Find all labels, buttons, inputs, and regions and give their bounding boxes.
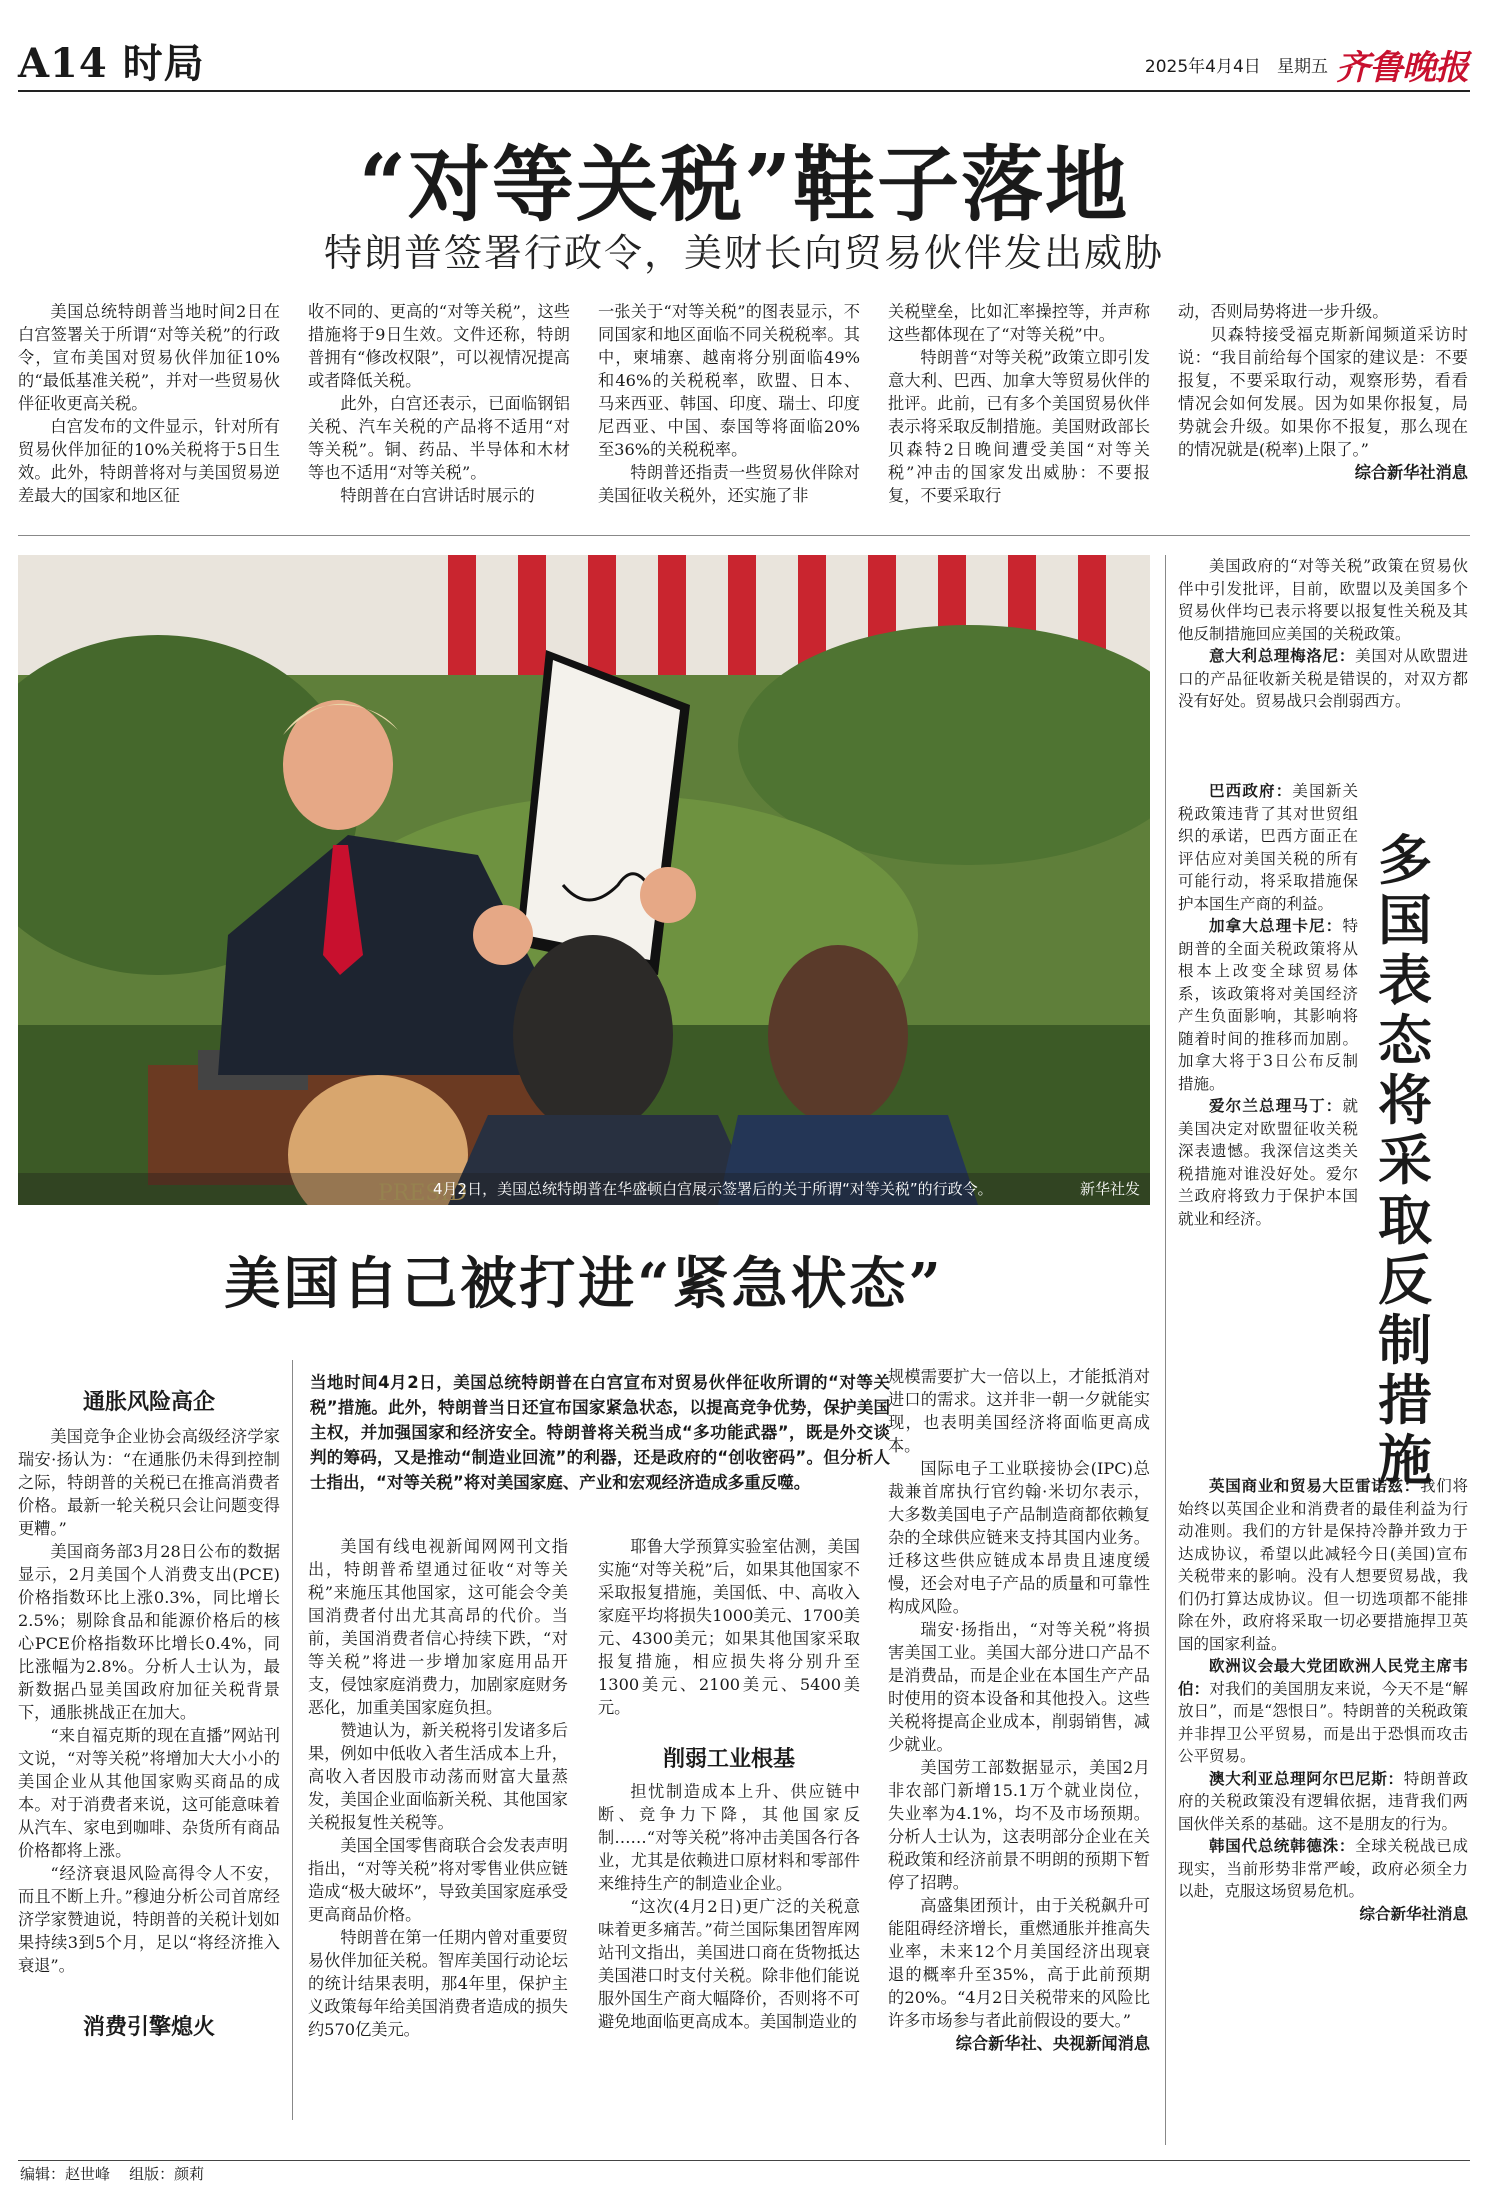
main-subheadline: 特朗普签署行政令，美财长向贸易伙伴发出威胁 <box>323 231 1164 275</box>
second-col-3: 耶鲁大学预算实验室估测，美国实施“对等关税”后，如果其他国家不采取报复措施，美国低、中、高收入家庭平均将损失1000美元、1700美元、4300美元；如果其他国家采取报复措施，相应损失将分别升至1300美元、2100美元、5400美元。 <box>598 1537 860 1717</box>
main-col-5: 动，否则局势将进一步升级。 贝森特接受福克斯新闻频道采访时说：“我目前给每个国家的建议是：不要报复，不要采取行动，观察形势，看看情况会如何发展。因为如果你报复，局势就会升级。如果你不报复，那么现在的情况就是(税率)上限了。” 综合新华社消息 <box>1178 302 1468 482</box>
footer-rule <box>18 2160 1470 2161</box>
subhead-industry: 削弱工业根基 <box>662 1747 795 1772</box>
newspaper-logo: 齐鲁晚报 <box>1336 48 1468 88</box>
main-col-1: 美国总统特朗普当地时间2日在白宫签署关于所谓“对等关税”的行政令，宣布美国对贸易伙伴加征10%的“最低基准关税”，并对一些贸易伙伴征收更高关税。 白宫发布的文件显示，针对所有贸易伙伴加征的10%关税将于5日生效。此外，特朗普将对与美国贸易逆差最大的国家和地区征 <box>18 302 280 505</box>
header-rule <box>18 90 1470 92</box>
subhead-consumption: 消费引擎熄火 <box>82 2015 215 2040</box>
second-headline: 美国自己被打进“紧急状态” <box>224 1251 944 1317</box>
photo-caption: 4月2日，美国总统特朗普在华盛顿白宫展示签署后的关于所谓“对等关税”的行政令。 <box>433 1180 993 1198</box>
column-rule <box>292 1360 293 2120</box>
page-number: A14 时局 <box>18 40 205 87</box>
main-col-4: 关税壁垒，比如汇率操控等，并声称这些都体现在了“对等关税”中。 特朗普“对等关税”政策立即引发意大利、巴西、加拿大等贸易伙伴的批评。此前，已有多个美国贸易伙伴表示将采取反制措施。美国财政部长贝森特2日晚间遭受美国“对等关税”冲击的国家发出威胁：不要报复，不要采取行 <box>888 302 1150 505</box>
photo-illustration <box>18 555 1150 1205</box>
second-lede: 当地时间4月2日，美国总统特朗普在白宫宣布对贸易伙伴征收所谓的“对等关税”措施。此外，特朗普当日还宣布国家紧急状态，以提高竞争优势，保护美国主权，并加强国家和经济安全。特朗普将关税当成“多功能武器”，既是外交谈判的筹码，又是推动“制造业回流”的利器，还是政府的“创收密码”。但分析人士指出，“对等关税”将对美国家庭、产业和宏观经济造成多重反噬。 <box>310 1373 890 1492</box>
main-headline: “对等关税”鞋子落地 <box>358 137 1130 233</box>
sidebar-body-bottom: 英国商业和贸易大臣雷诺兹：我们将始终以英国企业和消费者的最佳利益为行动准则。我们的方针是保持冷静并致力于达成协议，希望以此减轻今日(美国)宣布关税带来的影响。没有人想要贸易战，我们仍打算达成协议。但一切选项都不能排除在外，政府将采取一切必要措施捍卫英国的国家利益。 欧洲议会最大党团欧洲人民党主席韦伯：对我们的美国朋友来说，今天不是“解放日”，而是“怨恨日”。特朗普的关税政策并非捍卫公平贸易，而是出于恐惧而攻击公平贸易。 澳大利亚总理阿尔巴尼斯：特朗普政府的关税政策没有逻辑依据，违背我们两国伙伴关系的基础。这不是朋友的行为。 韩国代总统韩德洙：全球关税战已成现实，当前形势非常严峻，政府必须全力以赴，克服这场贸易危机。 综合新华社消息 <box>1178 1475 1468 1925</box>
news-photo <box>18 555 1150 1205</box>
divider <box>18 535 1470 536</box>
second-col-3b: 担忧制造成本上升、供应链中断、竞争力下降，其他国家反制……“对等关税”将冲击美国各行各业，尤其是依赖进口原材料和零部件来维持生产的制造业企业。 “这次(4月2日)更广泛的关税意味着更多痛苦。”荷兰国际集团智库网站刊文指出，美国进口商在货物抵达美国港口时支付关税。除非他们能说服外国生产商大幅降价，否则将不可避免地面临更高成本。美国制造业的 <box>598 1782 860 2031</box>
main-col-2: 收不同的、更高的“对等关税”，这些措施将于9日生效。文件还称，特朗普拥有“修改权限”，可以视情况提高或者降低关税。 此外，白宫还表示，已面临钢铝关税、汽车关税的产品将不适用“对等关税”。铜、药品、半导体和木材等也不适用“对等关税”。 特朗普在白宫讲话时展示的 <box>308 302 570 505</box>
issue-date: 2025年4月4日 星期五 <box>1144 57 1328 77</box>
podium-seal-text: PRESID <box>378 1181 467 1205</box>
photo-caption-bar <box>18 1173 1150 1205</box>
second-source: 综合新华社、央视新闻消息 <box>955 2034 1150 2053</box>
second-col-2: 美国有线电视新闻网网刊文指出，特朗普希望通过征收“对等关税”来施压其他国家，这可能会令美国消费者付出尤其高昂的代价。当前，美国消费者信心持续下跌，“对等关税”将进一步增加家庭用品开支，侵蚀家庭消费力，加剧家庭财务恶化，加重美国家庭负担。 赞迪认为，新关税将引发诸多后果，例如中低收入者生活成本上升，高收入者因股市动荡而财富大量蒸发，美国企业面临新关税、其他国家关税报复性关税等。 美国全国零售商联合会发表声明指出，“对等关税”将对零售业供应链造成“极大破坏”，导致美国家庭承受更高商品价格。 特朗普在第一任期内曾对重要贸易伙伴加征关税。智库美国行动论坛的统计结果表明，那4年里，保护主义政策每年给美国消费者造成的损失约570亿美元。 <box>308 1537 568 2039</box>
sidebar-rule <box>1165 555 1166 2145</box>
main-source: 综合新华社消息 <box>1354 463 1468 482</box>
sidebar-headline: 多国表态将采取反制措施 <box>1378 828 1432 1492</box>
sidebar-body-top: 美国政府的“对等关税”政策在贸易伙伴中引发批评，目前，欧盟以及美国多个贸易伙伴均已表示将要以报复性关税及其他反制措施回应美国的关税政策。 意大利总理梅洛尼：美国对从欧盟进口的产品征收新关税是错误的，对双方都没有好处。贸易战只会削弱西方。 <box>1178 557 1468 710</box>
main-col-3: 一张关于“对等关税”的图表显示，不同国家和地区面临不同关税税率。其中，柬埔寨、越南将分别面临49%和46%的关税税率，欧盟、日本、马来西亚、韩国、印度、瑞士、印度尼西亚、中国、泰国等将面临20%至36%的关税税率。 特朗普还指责一些贸易伙伴除对美国征收关税外，还实施了非 <box>598 302 860 505</box>
footer-credits: 编辑：赵世峰 组版：颜莉 <box>20 2165 205 2183</box>
second-col-1: 美国竞争企业协会高级经济学家瑞安·扬认为：“在通胀仍未得到控制之际，特朗普的关税已在推高消费者价格。最新一轮关税只会让问题变得更糟。” 美国商务部3月28日公布的数据显示，2月美国个人消费支出(PCE)价格指数环比上涨0.3%，同比增长2.5%；剔除食品和能源价格后的核心PCE价格指数环比增长0.4%，同比涨幅为2.8%。分析人士认为，最新数据凸显美国政府加征关税背景下，通胀挑战正在加大。 “来自福克斯的现在直播”网站刊文说，“对等关税”将增加大大小小的美国企业从其他国家购买商品的成本。对于消费者来说，这可能意味着从汽车、家电到咖啡、杂货所有商品价格都将上涨。 “经济衰退风险高得令人不安，而且不断上升。”穆迪分析公司首席经济学家赞迪说，特朗普的关税计划如果持续3到5个月，足以“将经济推入衰退”。 <box>18 1427 280 1975</box>
sidebar-source: 综合新华社消息 <box>1359 1904 1468 1923</box>
subhead-inflation: 通胀风险高企 <box>82 1390 215 1415</box>
second-col-4: 规模需要扩大一倍以上，才能抵消对进口的需求。这并非一朝一夕就能实现，也表明美国经济将面临更高成本。 国际电子工业联接协会(IPC)总裁兼首席执行官约翰·米切尔表示，大多数美国电子产品制造商都依赖复杂的全球供应链来支持其国内业务。迁移这些供应链成本昂贵且速度缓慢，还会对电子产品的质量和可靠性构成风险。 瑞安·扬指出，“对等关税”将损害美国工业。美国大部分进口产品不是消费品，而是企业在本国生产产品时使用的资本设备和其他投入。这些关税将提高企业成本，削弱销售，减少就业。 美国劳工部数据显示，美国2月非农部门新增15.1万个就业岗位，失业率为4.1%，均不及市场预期。分析人士认为，这表明部分企业在关税政策和经济前景不明朗的预期下暂停了招聘。 高盛集团预计，由于关税飙升可能阻碍经济增长，重燃通胀并推高失业率，未来12个月美国经济出现衰退的概率升至35%，高于此前预期的20%。“4月2日关税带来的风险比许多市场参与者此前假设的要大。” 综合新华社、央视新闻消息 <box>888 1367 1150 2053</box>
photo-credit: 新华社发 <box>1079 1180 1140 1198</box>
sidebar-body-narrow: 巴西政府：美国新关税政策违背了其对世贸组织的承诺，巴西方面正在评估应对美国关税的所有可能行动，将采取措施保护本国生产商的利益。 加拿大总理卡尼：特朗普的全面关税政策将从根本上改变全球贸易体系，该政策将对美国经济产生负面影响，其影响将随着时间的推移而加剧。加拿大将于3日公布反制措施。 爱尔兰总理马丁：就美国决定对欧盟征收关税深表遗憾。我深信这类关税措施对谁没好处。爱尔兰政府将致力于保护本国就业和经济。 <box>1178 782 1358 1228</box>
